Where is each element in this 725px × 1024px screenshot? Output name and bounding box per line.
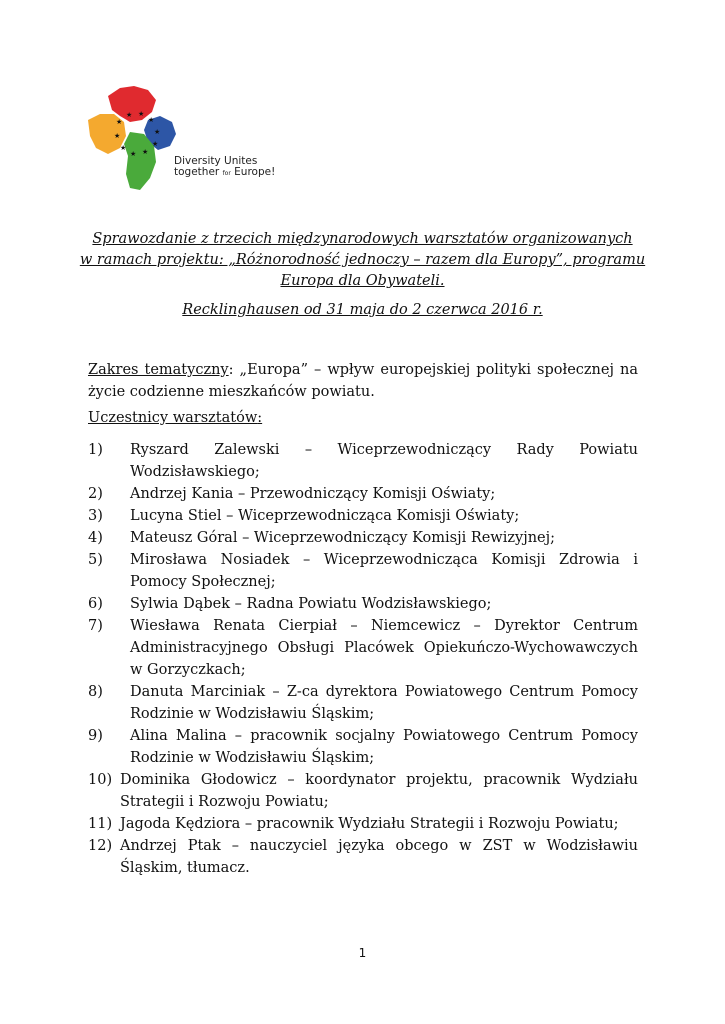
participant-item (88, 725, 638, 769)
participant-text: Alina Malina – pracownik socjalny Powiatowego Centrum Pomocy Rodzinie w Wodzisławiu Śląskim; (130, 728, 638, 766)
logo-line1: Diversity Unites (174, 155, 258, 167)
participant-number: 2) (88, 486, 103, 502)
participant-text: Ryszard Zalewski – Wiceprzewodniczący Rady Powiatu Wodzisławskiego; (130, 442, 638, 480)
participant-number: 7) (88, 618, 103, 634)
svg-text:★: ★ (138, 110, 145, 118)
svg-text:★: ★ (142, 148, 149, 156)
svg-text:★: ★ (130, 150, 137, 158)
participants-label: Uczestnicy warsztatów: (88, 410, 263, 426)
participant-text: Andrzej Ptak – nauczyciel języka obcego w ZST w Wodzisławiu Śląskim, tłumacz. (120, 838, 638, 876)
participant-number: 10) (88, 772, 113, 788)
topic-text: : „Europa” – wpływ europejskiej polityki społecznej na życie codzienne mieszkańców powiatu. (88, 362, 638, 400)
logo-slogan (174, 156, 275, 179)
svg-text:★: ★ (120, 144, 127, 152)
topic-paragraph (88, 359, 638, 403)
participant-text: Danuta Marciniak – Z-ca dyrektora Powiatowego Centrum Pomocy Rodzinie w Wodzisławiu Śląskim; (130, 684, 638, 722)
participant-text: Mateusz Góral – Wiceprzewodniczący Komisji Rewizyjnej; (130, 530, 555, 546)
participant-item (88, 681, 638, 725)
page-number: 1 (358, 946, 367, 960)
participant-number: 11) (88, 816, 113, 832)
participant-number: 5) (88, 552, 103, 568)
participants-list (88, 439, 638, 879)
report-title-line2: w ramach projektu: „Różnorodność jednoczy – razem dla Europy”, programu (79, 252, 646, 268)
svg-text:★: ★ (126, 111, 133, 119)
participant-number: 12) (88, 838, 113, 854)
participant-item (88, 813, 638, 835)
diversity-unites-logo (86, 84, 276, 194)
participant-item (88, 769, 638, 813)
report-title (60, 229, 665, 292)
svg-text:★: ★ (114, 132, 121, 140)
participant-item (88, 835, 638, 879)
participant-text: Lucyna Stiel – Wiceprzewodnicząca Komisji Oświaty; (130, 508, 520, 524)
svg-text:★: ★ (154, 128, 161, 136)
logo-line2: together for Europe! (174, 166, 276, 178)
participant-number: 4) (88, 530, 103, 546)
svg-text:★: ★ (116, 118, 123, 126)
participant-text: Sylwia Dąbek – Radna Powiatu Wodzisławskiego; (130, 596, 492, 612)
participant-text: Andrzej Kania – Przewodniczący Komisji Oświaty; (130, 486, 496, 502)
participant-number: 3) (88, 508, 103, 524)
europe-map-logo-graphic (86, 84, 176, 194)
participant-item (88, 505, 638, 527)
participant-item (88, 483, 638, 505)
participant-item (88, 549, 638, 593)
place-date-heading: Recklinghausen od 31 maja do 2 czerwca 2016 r. (182, 302, 543, 318)
report-title-line1: Sprawozdanie z trzecich międzynarodowych warsztatów organizowanych (92, 231, 633, 247)
participant-text: Mirosława Nosiadek – Wiceprzewodnicząca Komisji Zdrowia i Pomocy Społecznej; (130, 552, 638, 590)
participant-item (88, 527, 638, 549)
topic-label: Zakres tematyczny (88, 362, 229, 378)
participant-text: Wiesława Renata Cierpiał – Niemcewicz – Dyrektor Centrum Administracyjnego Obsługi Placówek Opiekuńczo-Wychowawczych w Gorzyczkach; (130, 618, 638, 678)
participant-number: 1) (88, 442, 103, 458)
svg-text:★: ★ (148, 116, 155, 124)
participant-text: Jagoda Kędziora – pracownik Wydziału Strategii i Rozwoju Powiatu; (120, 816, 619, 832)
participant-number: 6) (88, 596, 103, 612)
svg-text:★: ★ (152, 140, 159, 148)
participant-item (88, 615, 638, 681)
participant-item (88, 593, 638, 615)
participant-number: 8) (88, 684, 103, 700)
report-title-line3: Europa dla Obywateli. (280, 273, 445, 289)
participant-text: Dominika Głodowicz – koordynator projektu, pracownik Wydziału Strategii i Rozwoju Powiatu; (120, 772, 638, 810)
participant-item (88, 439, 638, 483)
participant-number: 9) (88, 728, 103, 744)
